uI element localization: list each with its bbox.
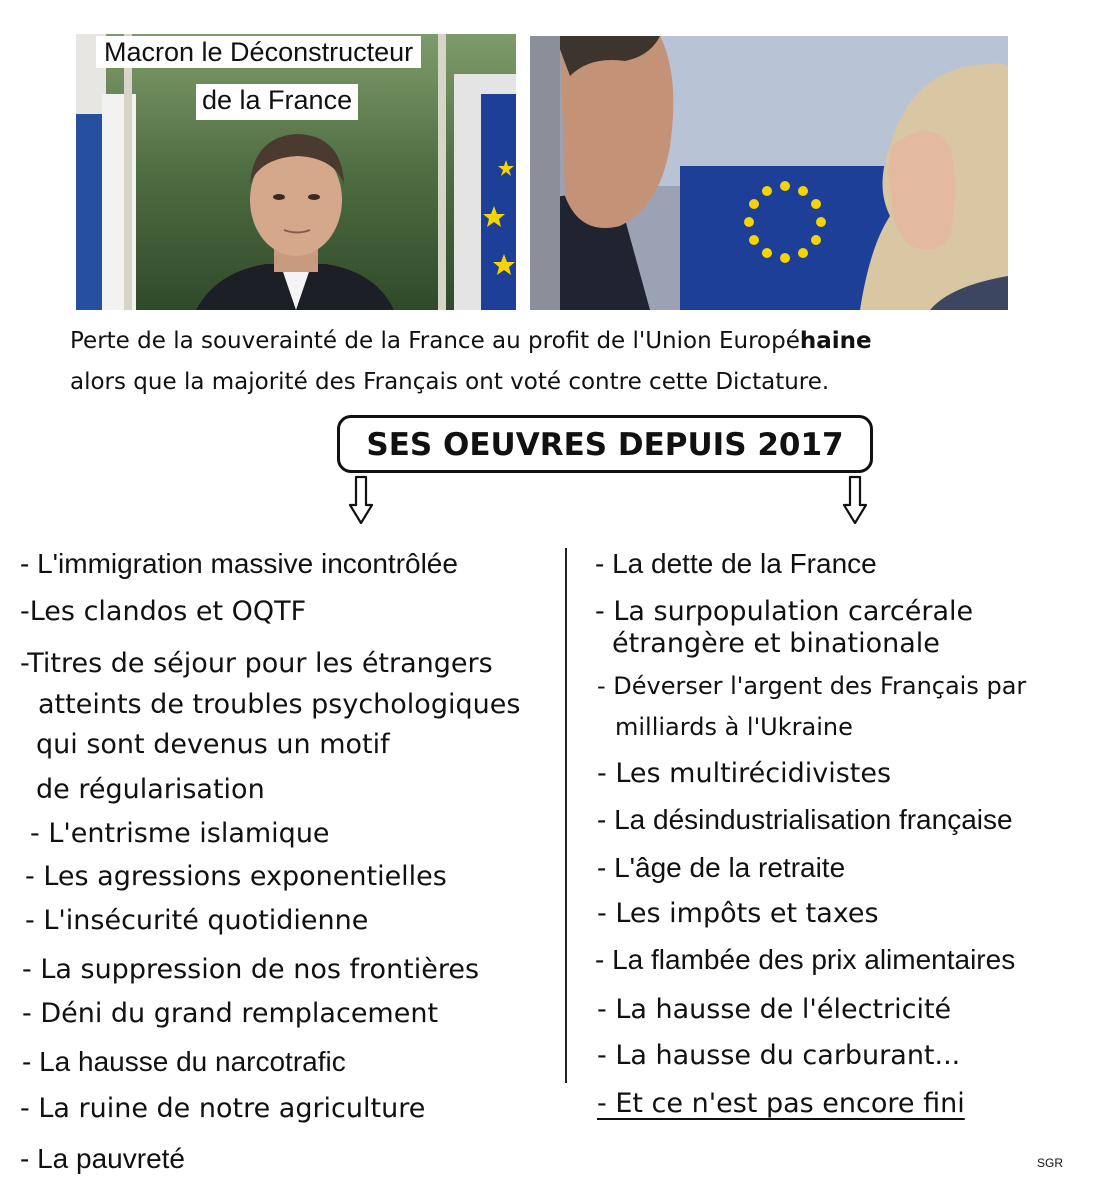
- column-divider: [565, 548, 567, 1083]
- left-item: - L'entrisme islamique: [30, 818, 330, 849]
- signature: SGR: [1037, 1156, 1064, 1170]
- headline-banner: SES OEUVRES DEPUIS 2017: [337, 415, 873, 473]
- down-arrow-right-icon: [842, 475, 868, 525]
- intro-line-1: [70, 326, 872, 356]
- left-item: - L'immigration massive incontrôlée: [20, 548, 458, 579]
- left-item: - La ruine de notre agriculture: [20, 1093, 426, 1124]
- left-photo-caption-line2: de la France: [196, 84, 358, 120]
- right-item: - Les multirécidivistes: [597, 758, 892, 789]
- right-item: - Déverser l'argent des Français par: [597, 672, 1027, 700]
- left-item: qui sont devenus un motif: [36, 729, 390, 760]
- left-item: - L'insécurité quotidienne: [25, 905, 369, 936]
- intro-line-1-text: Perte de la souverainté de la France au profit de l'Union Europé: [70, 328, 800, 354]
- right-item: - La hausse du carburant...: [597, 1040, 961, 1071]
- right-item: - Les impôts et taxes: [597, 898, 879, 929]
- down-arrow-left-icon: [348, 475, 374, 525]
- right-item-closing: - Et ce n'est pas encore fini: [597, 1088, 965, 1119]
- photo-macron-portrait: [76, 34, 516, 310]
- left-item: -Titres de séjour pour les étrangers: [20, 648, 493, 679]
- right-item: - La surpopulation carcérale: [595, 596, 974, 627]
- right-item: - La flambée des prix alimentaires: [595, 944, 1016, 975]
- intro-line-2: alors que la majorité des Français ont voté contre cette Dictature.: [70, 369, 830, 395]
- left-item: - La suppression de nos frontières: [22, 954, 480, 985]
- left-item: atteints de troubles psychologiques: [38, 689, 521, 720]
- right-item: - La désindustrialisation française: [597, 804, 1013, 835]
- left-item: - Déni du grand remplacement: [22, 998, 439, 1029]
- right-item: - La dette de la France: [595, 548, 877, 579]
- intro-line-1-bold: haine: [799, 328, 872, 354]
- photo-macron-von-der-leyen: [530, 36, 1008, 310]
- right-item: - L'âge de la retraite: [597, 852, 846, 883]
- left-item: - La hausse du narcotrafic: [22, 1046, 346, 1077]
- left-item: - La pauvreté: [20, 1143, 185, 1174]
- right-item: étrangère et binationale: [612, 628, 940, 659]
- right-item: - La hausse de l'électricité: [597, 994, 952, 1025]
- left-item: de régularisation: [36, 774, 265, 805]
- left-item: -Les clandos et OQTF: [20, 596, 307, 627]
- left-photo-caption-line1: Macron le Déconstructeur: [96, 36, 421, 68]
- left-item: - Les agressions exponentielles: [25, 861, 447, 892]
- right-item: milliards à l'Ukraine: [615, 713, 853, 741]
